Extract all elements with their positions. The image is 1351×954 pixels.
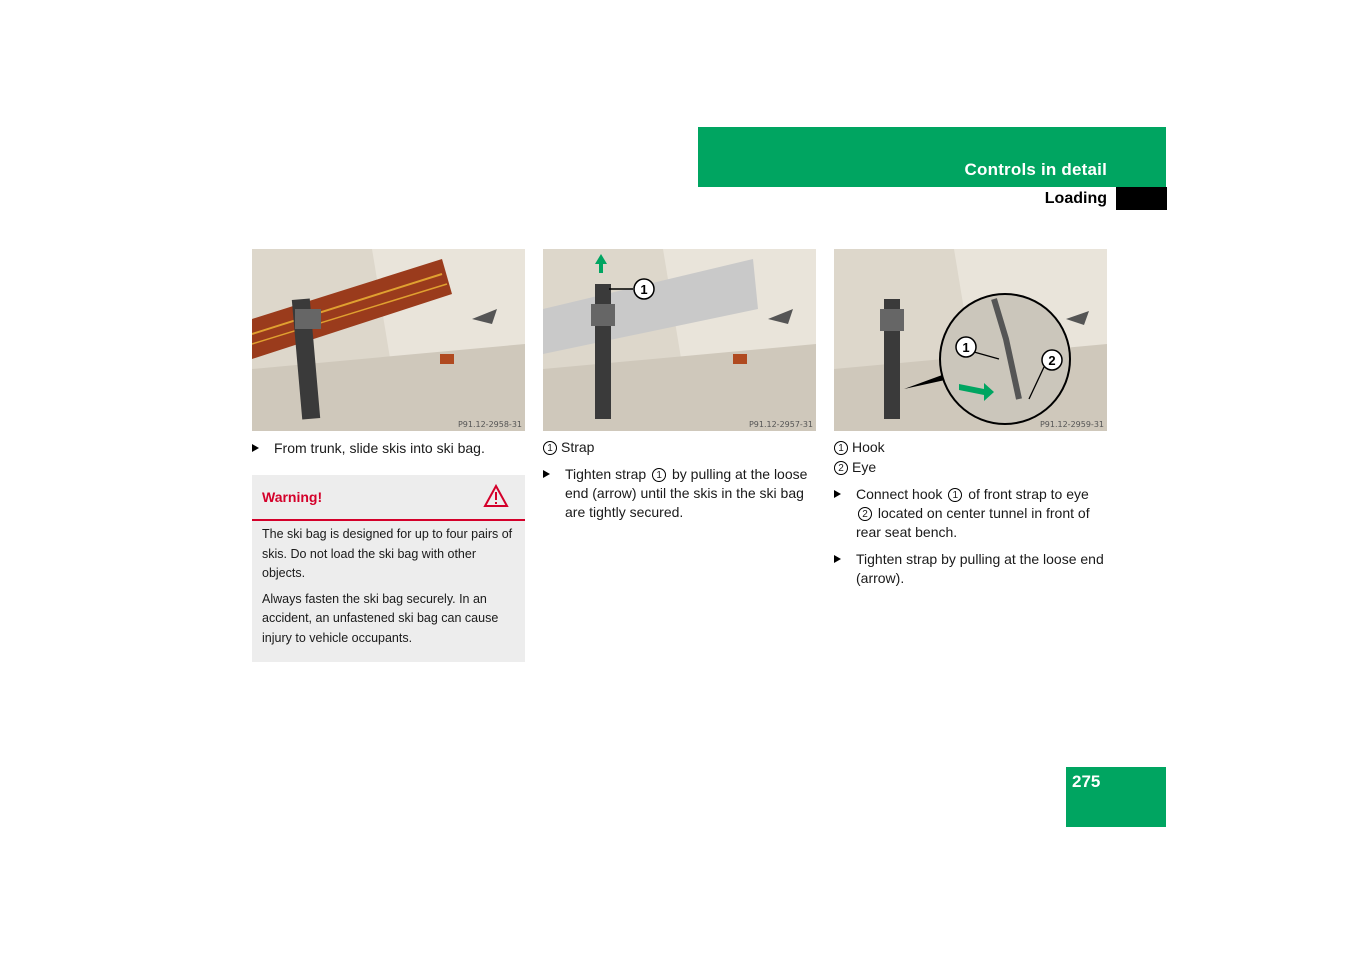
legend-number: 2 — [834, 461, 848, 475]
legend — [834, 437, 1107, 477]
warning-triangle-icon — [483, 484, 509, 508]
legend-item — [834, 457, 1107, 477]
step-text-start: Connect hook — [856, 486, 943, 502]
instruction-step — [252, 439, 525, 458]
figure-code: P91.12-2958-31 — [457, 420, 522, 429]
subsection-title: Loading — [1044, 190, 1107, 207]
bullet-arrow-icon — [543, 470, 550, 478]
legend-label: Hook — [852, 439, 885, 455]
warning-body — [252, 521, 525, 648]
hook-eye-illustration — [834, 249, 1107, 431]
thumb-tab — [1116, 187, 1167, 210]
warning-box — [252, 475, 525, 662]
instruction-step — [543, 465, 816, 522]
reference-number: 1 — [652, 468, 666, 482]
callout-number: 1 — [640, 282, 648, 297]
section-title: Controls in detail — [964, 160, 1107, 179]
ski-bag-in-trunk-illustration — [252, 249, 525, 431]
legend-label: Eye — [852, 459, 877, 475]
warning-paragraph: Always fasten the ski bag securely. In an accident, an unfastened ski bag can cause injury to vehicle occupants. — [262, 591, 499, 645]
bullet-arrow-icon — [834, 555, 841, 563]
strap-illustration — [543, 249, 816, 431]
step-text-middle: of front strap to eye — [968, 486, 1089, 502]
legend — [543, 437, 816, 457]
legend-number: 1 — [543, 441, 557, 455]
illustration-hook-eye — [834, 249, 1107, 431]
figure-code: P91.12-2957-31 — [748, 420, 813, 429]
callout-number: 1 — [962, 340, 970, 355]
bullet-arrow-icon — [834, 490, 841, 498]
page-number: 275 — [1072, 772, 1101, 791]
legend-number: 1 — [834, 441, 848, 455]
figure-code: P91.12-2959-31 — [1039, 420, 1104, 429]
column-2 — [543, 249, 816, 522]
step-text: From trunk, slide skis into ski bag. — [274, 440, 485, 456]
page-number-box — [1066, 767, 1166, 827]
warning-header — [252, 475, 525, 521]
warning-paragraph: The ski bag is designed for up to four pairs of skis. Do not load the ski bag with other objects. — [262, 527, 513, 580]
column-3 — [834, 249, 1107, 588]
warning-label: Warning! — [262, 489, 323, 505]
reference-number: 2 — [858, 507, 872, 521]
instruction-step — [834, 550, 1107, 588]
step-text-end: located on center tunnel in front of rear seat bench. — [856, 505, 1090, 540]
step-text-start: Tighten strap — [565, 466, 647, 482]
callout-number: 2 — [1048, 353, 1056, 368]
legend-item — [834, 437, 1107, 457]
reference-number: 1 — [948, 488, 962, 502]
step-text: Tighten strap by pulling at the loose end (arrow). — [856, 551, 1104, 586]
column-1 — [252, 249, 525, 662]
instruction-step — [834, 485, 1107, 542]
illustration-strap — [543, 249, 816, 431]
legend-item — [543, 437, 816, 457]
illustration-ski-bag — [252, 249, 525, 431]
bullet-arrow-icon — [252, 444, 259, 452]
legend-label: Strap — [561, 439, 595, 455]
step-text-end: by pulling at the loose end (arrow) until the skis in the ski bag are tightly secured. — [565, 466, 808, 520]
